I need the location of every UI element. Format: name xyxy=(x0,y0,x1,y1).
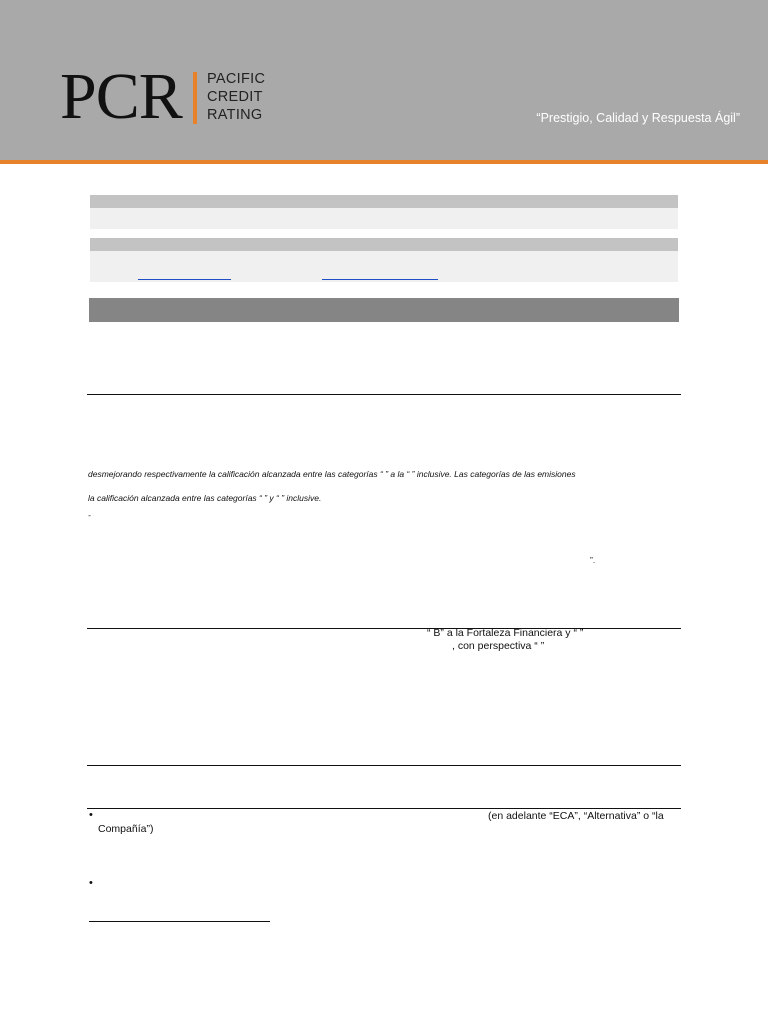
info-bar-header-2 xyxy=(90,238,678,251)
rating-criteria-line-1: desmejorando respectivamente la calificación alcanzada entre las categorías “ ” a la “ ” inclusive. Las categorías de las emisiones xyxy=(88,469,576,479)
rating-criteria-line-2: la calificación alcanzada entre las categorías “ ” y “ ” inclusive. xyxy=(88,493,322,503)
email-link-1[interactable] xyxy=(138,279,231,280)
header-accent-rule xyxy=(0,160,768,164)
footnote-separator xyxy=(89,921,270,922)
bullet-2-symbol: • xyxy=(89,877,93,889)
logo-divider xyxy=(193,72,197,124)
logo-word-pacific: PACIFIC xyxy=(207,71,266,87)
logo-wordmark xyxy=(207,70,265,124)
report-title-bar xyxy=(89,298,679,322)
rating-criteria-mark: - xyxy=(88,510,91,520)
logo-word-rating: RATING xyxy=(207,107,263,123)
bullet-1-text-continuation: Compañía”) xyxy=(98,823,154,835)
stray-quote-mark: ”. xyxy=(590,555,596,565)
section-rule-2 xyxy=(87,628,681,629)
rating-summary-line-2: , con perspectiva “ ” xyxy=(452,640,545,652)
slogan: “Prestigio, Calidad y Respuesta Ágil” xyxy=(536,111,740,125)
email-link-2[interactable] xyxy=(322,279,438,280)
bullet-1-text-tail: (en adelante “ECA”, “Alternativa” o “la xyxy=(488,810,664,822)
section-rule-1 xyxy=(87,394,681,395)
info-bar-body-1 xyxy=(90,208,678,229)
logo-word-credit: CREDIT xyxy=(207,89,263,105)
logo-pcr: PCR xyxy=(60,60,182,133)
info-bar-header-1 xyxy=(90,195,678,208)
bullet-1-symbol: • xyxy=(89,809,93,821)
section-rule-3 xyxy=(87,765,681,766)
rating-summary-line-1: “ B” a la Fortaleza Financiera y “ ” xyxy=(427,627,584,639)
section-rule-4 xyxy=(87,808,681,809)
info-bar-body-2 xyxy=(90,251,678,282)
